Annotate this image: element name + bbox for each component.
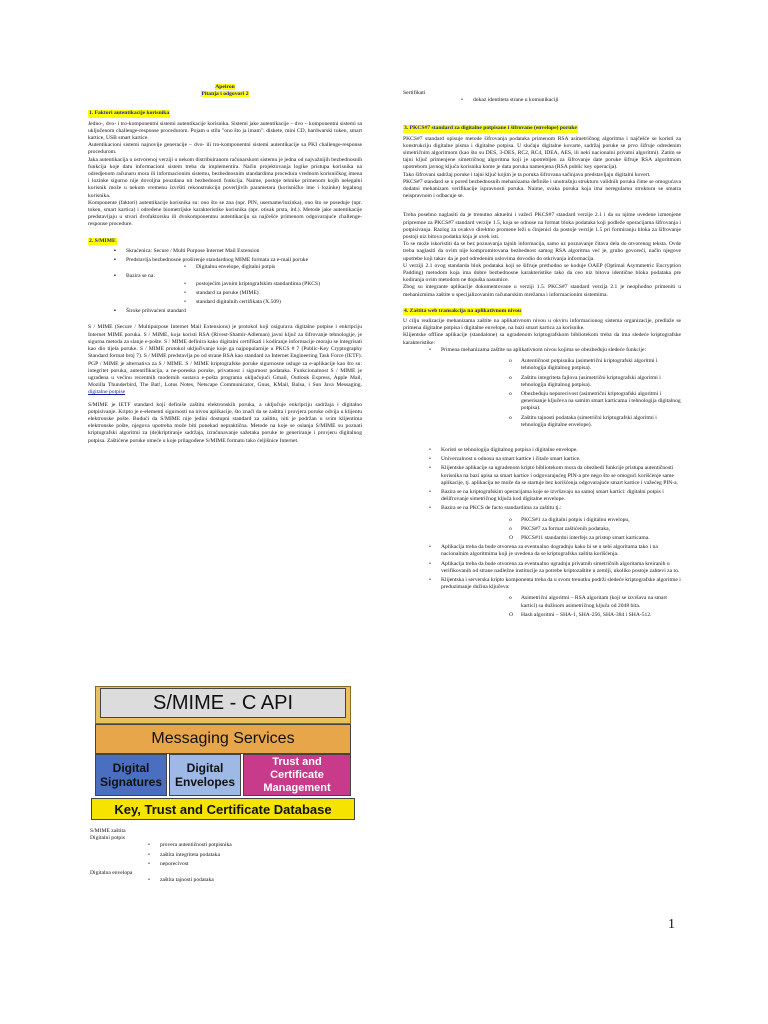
list-item: • Koristi se tehnologija digitalnog potpisa i digitalne envelope.	[429, 446, 578, 453]
circle-bullet-icon: O	[509, 611, 514, 618]
dot-bullet-icon: •	[184, 289, 186, 296]
section-1-paragraph: Komponente (faktori) autentikacije korisnika su: ono što se zna (npr. PIN, username/lozinka), ono što se poseduje (npr. token, smart kartica) i određene biometrijske karakteristike korisnika (npr. otisak prsta, itd.). Metode jake autentikacije predstavljaju u stvari dvofaktorsku ili dvokomponentnu autentikaciju sa najčešće primenom odgovarajuće challenge-response procedure.	[88, 199, 362, 228]
list-item: • Bazira se na PKCS de facto standardima za zaštitu tj.: o PKCS#1 za digitalni potpis i digitalnu envelopu, o PKCS#7 za format zaštićenih podataka, O PKCS#11 standardni interfejs za pristup smart karticama.	[403, 505, 681, 542]
dot-bullet-icon: •	[429, 505, 431, 512]
section-3-paragraph: To se može iskoristiti da se bez poznavanja tajnih informacija, samo uz poznavanje čitava dela do otvorenog teksta. Ovde treba naglasiti da ovim nije kompromitovana bezbednost samog RSA algoritma već je, grubo govoreći, način njegove upotrebe koji takav da je pod odredenim uslovima dovodio do otkrivanja informacija.	[403, 241, 681, 262]
sub-list-item: • postojećim javnim kriptografskim standardima (PKCS)	[184, 280, 320, 287]
sub-list-item: • dokaz identiteta strane u komunikaciji	[461, 97, 559, 104]
circle-bullet-icon: o	[509, 374, 512, 381]
sub-list-item: o PKCS#1 za digitalni potpis i digitalnu envelopu,	[509, 516, 630, 523]
sub-list-item: • standard digitalnih certifikata (X.509)	[184, 299, 281, 306]
digital-signature-link[interactable]: digitalne potpise	[88, 389, 126, 396]
dot-bullet-icon: •	[461, 97, 463, 104]
dot-bullet-icon: •	[184, 280, 186, 287]
section-4-paragraph: U cilju realizacije mehanizama zaštite na aplikativnom nivou u okviru informacionog sistema organizacije, predlaže se primena digitalne potpisa i digitalne envelope, na bazi smart kartica za korisnike.	[403, 318, 681, 332]
section-1-paragraph: Jaka autentikacija u ostvorenoj verziji u nekom distribuiranom računarskom sistemu je jedna od najvažnijih bezbednosnih funkcija koje datu informacioni sistem treba da implementira. Način projektovanja logike pristupa korisnika na odredjenom računaru mora ili informacionim sistemu, bezbednosnim standardima procedura vrednom korisničkog imena i lozinke sigurno nije dovoljna pouzdana nit bezbednosti funkcija. Naime, postoje tehnike primenom kojih nelegalni korisnik može u nekom vremenu izvršiti rekonstrukciju poverljivih parametara (korisničko ime i lozinke) legalnog korisnika.	[88, 156, 362, 199]
sub-list-item: • zaštita tajnosti podataka	[148, 877, 214, 884]
dot-bullet-icon: •	[148, 842, 150, 849]
section-4-paragraph: Klijentske offline aplikacije (standalone) sa ugradenom kriptografskom bibliotekom treba da ima sledeće kriptografske karakteristike:	[403, 332, 681, 346]
page-number: 1	[668, 917, 675, 932]
section-3-paragraph: Zbog su integrante aplikacije dokumentovane u verziji 1.5. PKCS#7 standard verzija 2.1 je neophodno primeniti u mehanizmima zaštite u specijalizovanim računarskim mrežama i informacionim sistemima.	[403, 284, 681, 298]
circle-bullet-icon: o	[509, 358, 512, 365]
square-bullet-icon: ▪	[114, 257, 116, 264]
messaging-services-box: Messaging Services	[95, 724, 351, 754]
section-2-paragraph: S/MIME je IETF standard koji definiše zaštitu elektronskih poruka, a uključuje enkripciju sadržaja i digitalno potpisivanje. Kripto je e-elementi sigurnosti na nivou aplikacije, što znači da se zaštita i provjera poruke odvija u klijentu elektronske pošte. Budući da S/MIME nije jedini dostupni standard za zaštitu, niti je podržan u svim klijentima elektronske pošte, njegova upotreba može biti ponekad nepraktična. Metode na koje se oslanja S/MIME su poznati kriptografski algoritmi za (de)kriptiranje sadržaja, izračunavanje sažetaka poruke te generiranje i provjeru digitalnog potpisa. Zaštićene poruke umeće u koje prilagođene S/MIME formatu tako ćeljišnice Internet.	[88, 401, 362, 444]
sub-list-item: • provera autentičnosti potpisnika	[148, 842, 232, 849]
square-bullet-icon: ▪	[114, 273, 116, 280]
sub-list-item: o Obezbeđuju neporecivost (asimetrični kriptografski algoritmi i generisanje ključeva na samim smart karticama i tehnologija digitalnog potpisa).	[509, 390, 681, 412]
sub-list-item: • Digitalnu envelope, digitalni potpis	[184, 264, 276, 271]
sub-list-item: o Asimetrični algoritmi – RSA algoritam (koji se izvršava na smart kartici) sa dužinom asimetričnog ključa od 2048 bita.	[509, 595, 667, 609]
smime-architecture-diagram	[91, 684, 356, 818]
dot-bullet-icon: •	[148, 851, 150, 858]
title-line-2: Pitanja i odgovori 2	[201, 91, 249, 98]
section-2-paragraph: S / MIME (Secure / Multipurpose Internet Mail Extensions) je protokol koji osigurava digitalne potpise i enkripciju Internet MIME poruka. S / MIME, koja koristi RSA (Rivest-Shamir-Adleman) javni ključ za šifrovanje tehnologije, je sigurna metoda za slanje e-pošte. S / MIME definira kako digitalni certifikati i kodiranje informacije moraju se integrisati kao dio tijela poruke. S / MIME protokol uključivanje koje ga najpopularnije u PKCS # 7 (Public-Key Cryptography Standard format broj 7). S / MIME predstavlja po od strane RSA kao standard za Internet Engineering Task Force (IETF). PGP / MIME je alternativa za S / MIME. S / MIME kriptografske poruke sigurnosne usluge za e-aplikacije kao što su: integritet poruka, autentifikacija, a ne-poreska poruke, privatnost i sigurnost podataka. Funkcionalnost S / MIME je ugrađena u većinu recentnih modernih sustava e-pošta programa uključujući Gmail, Outlook Express, Apple Mail, Mozilla Thunderbird, The Bat!, Lotus Notes, Netscape Communicator, Gnus, KMail, Balsa, i Sun Java Messaging. digitalne potpise	[88, 324, 362, 396]
list-item: • Bazira se na kriptografskim operacijama koje se izvršavaju na samoj smart kartici: digitalni potpis i dešifrovanje simetričnog ključa kod digitalne envelope.	[429, 488, 664, 503]
square-bullet-icon: ▪	[114, 247, 116, 254]
section-3-paragraph: Tako šifrovani sadržaj poruke i tajni ključ kojim je ta poruka šifrovana sačinjava predstavljaju digitalni kovert.	[403, 171, 651, 178]
dot-bullet-icon: •	[429, 446, 431, 453]
sub-list-item: o PKCS#7 za format zaštićenih podataka,	[509, 525, 611, 532]
section-1-paragraph: Autentikacioni sistemi najnovije generacije – dvo- ili tro-komponentni sistemi autentikacije sa PKI challenge-response procedurom.	[88, 142, 362, 156]
circle-bullet-icon: o	[509, 595, 512, 602]
list-item: ▪ Široke prihvaćeni standard	[114, 308, 186, 315]
sub-list-item: • neporecivost	[148, 860, 189, 867]
section-3-paragraph: U verziji 2.1 ovog standarda blok podataka koji se šifruje prethodno se koduje OAEP (Optimal Asymmetric Encryption Padding) metodom koja ima dobre bezbednosne karakteristike tako da ceo niz bitova identične bloka podataka pre kodiranja ovim metodom ne dopušta nasumice.	[403, 262, 681, 284]
dot-bullet-icon: •	[429, 488, 431, 495]
dot-bullet-icon: •	[184, 264, 186, 271]
trust-certificate-management-box: Trust and Certificate Management	[243, 754, 351, 796]
dot-bullet-icon: •	[429, 544, 431, 551]
circle-bullet-icon: o	[509, 390, 512, 397]
dot-bullet-icon: •	[148, 877, 150, 884]
circle-bullet-icon: o	[509, 516, 512, 523]
dot-bullet-icon: •	[429, 560, 431, 567]
sub-list-item: O Hash algoritmi – SHA-1, SHA-256, SHA-384 i SHA-512.	[509, 611, 652, 618]
section-3-paragraph: Treba posebno naglasiti da je trenutno aktuelni i važeći PKCS#7 standard verzije 2.1 i da su njime uvedene izmenjene pripremne za PKCS#7 standard verzije 1.5, koja se odnose na format bloka podataka koji podleže operacijama šifrovanja i potpisivanja. Razlog za ovakvo direktno promene leži u činjenici da postoje verzije 1.5 pri formiranju bloka za šifrovanje postoji niz bitova podatka koja je uvek isti.	[403, 212, 681, 241]
sub-list-item: O PKCS#11 standardni interfejs za pristup smart karticama.	[509, 534, 650, 541]
section-2-heading: 2. S/MIME	[89, 237, 116, 244]
list-item: ▪ Skraćenica: Secure / Multi Purpose Internet Mail Extension	[114, 247, 260, 254]
section-3-paragraph: PKCS#7 standard se u pored bezbednosnih mehanizama definiše i unutrašnju strukturu validnih poruka čime se omogućava dodatni mehanizam verifikacije ispravnosti poruka. Naime, svaka poruka koja ima neregularnu strukturu se smatra neispravnom i odbacuje se.	[403, 178, 681, 200]
circle-bullet-icon: O	[509, 534, 514, 541]
section-1-heading: 1. Faktori autentikacije korisnika	[89, 110, 170, 117]
dot-bullet-icon: •	[429, 576, 431, 583]
smime-protection-block	[90, 828, 360, 886]
square-bullet-icon: ▪	[114, 308, 116, 315]
list-item: • Univerzalnost u odnosu na smart kartice i čitače smart kartice.	[429, 456, 581, 463]
smime-c-api-box: S/MIME - C API	[100, 688, 346, 718]
sub-list-item: • zaštita integriteta podataka	[148, 851, 220, 858]
circle-bullet-icon: o	[509, 525, 512, 532]
list-item: • Primena mehanizama zaštite na aplikativnom nivou kojima se obezbeđuju sledeće funkcije: o Autentičnost potpisnika (asimetrični kriptografski algoritmi i tehnologija digitalnog potpisa). o Zaštitu integriteta fajlova (asimetrični kriptografski algoritmi i tehnologija digitalnog potpisa). o Obezbeđuju neporecivost (asimetrični kriptografski algoritmi i generisanje ključeva na samim smart karticama i tehnologija digitalnog potpisa). o Zaštitu tajnosti podataka (simetrični kriptografski algoritmi i tehnologija digitalne envelope).	[429, 346, 681, 428]
section-4-heading: 4. Zaštita web transakcija na aplikativnom nivou	[404, 307, 522, 314]
smime-protection-title: S/MIME zaštita	[90, 828, 126, 834]
title-line-1: Apeiron	[215, 84, 235, 90]
sub-list-item: o Zaštitu integriteta fajlova (asimetrični kriptografski algoritmi i tehnologija digitalnog potpisa).	[509, 374, 661, 388]
list-item: • Klijentska i serverska kripto komponenta treba da u svom trenutku podrži sledeće kriptografske algoritme i preduzimanje dužina ključeva: o Asimetrični algoritmi – RSA algoritam (koji se izvršava na smart kartici) sa dužinom asimetričnog ključa od 2048 bita. O Hash algoritmi – SHA-1, SHA-256, SHA-384 i SHA-512.	[429, 576, 681, 618]
dot-bullet-icon: •	[184, 299, 186, 306]
circle-bullet-icon: o	[509, 414, 512, 421]
sub-list-item: • standard za poruke (MIME)	[184, 289, 259, 296]
dot-bullet-icon: •	[429, 465, 431, 472]
section-1-paragraph: Jedno-, dvo- i tro-komponentni sistemi autentikacije korisnika. Sistemi jake autentikacije – dvo – komponentni sistemi sa uključenom challenge-response procedurom. Pojam u stilu "ono što ja imam": diskete, mini CD, hardwarski token, smart kartice, USB smart kartice.	[88, 120, 362, 142]
section-3-heading: 3. PKCS#7 standard za digitalne potpisane i šifrovane (envelope) poruke	[404, 125, 578, 132]
key-trust-certificate-database-box: Key, Trust and Certificate Database	[91, 798, 355, 820]
list-item: ▪ Bazira se na: • postojećim javnim kriptografskim standardima (PKCS) • standard za poruke (MIME) • standard digitalnih certifikata (X.509)	[88, 273, 362, 306]
digital-envelopes-box: Digital Envelopes	[169, 754, 241, 796]
digital-signature-label: Digitalni potpis	[90, 835, 125, 842]
section-2-list	[88, 248, 362, 316]
section-3-paragraph: PKCS#7 standard opisuje metode šifrovanja podataka primenom RSA asimetričnog algoritma i najčešće se koristi za konstrukciju digitalne pisma i digitalne potpisa. U slučaju digitalne kovarte, sadržaj poruke se prvo šifruje odredenim simetričnim algoritmom (kao što su DES, 3-DES, RC2, RC4, IDEA, AES, ili neki nacionalni privatni algoritmi). Zatim se tajni ključ primenjene simetričnog algoritma koji je upotrebljen za šifrovanje date poruke šifruje RSA algoritmom upotrebom javnog ključa korisnika kome je data poruka namenjena (RSA public key operacija).	[403, 135, 681, 171]
digital-signatures-box: Digital Signatures	[95, 754, 167, 796]
list-item: • Aplikacija treba da bude otvorena za eventualno dogradnju kako bi se u sebi algoritama tako i na nacionalnim algoritmima koji je uvedena da se kriptografska zaštita korišćenja.	[429, 544, 658, 558]
digital-envelope-label: Digitalna envelopa	[90, 870, 133, 877]
left-column	[88, 84, 362, 450]
certificates-label: Sertifikati	[403, 90, 426, 96]
sub-list-item: o Zaštitu tajnosti podataka (simetrični kriptografski algoritmi i tehnologija digitalne envelope).	[509, 414, 657, 428]
list-item: ▪ Predstavlja bezbednosne proširenje standardnog MIME formata za e-mail poruke • Digitalnu envelope, digitalni potpis	[88, 257, 362, 271]
sub-list-item: o Autentičnost potpisnika (asimetrični kriptografski algoritmi i tehnologija digitalnog potpisa).	[509, 358, 658, 372]
list-item: • Klijentske aplikacije sa ugradenom kripto bibliotekom mora da obezbedi funkcije pristupa autentičnosti korisnika na bazi upisa sa smart kartice i odgovarajućeg PIN-a pre nego što se omogući korišćenje same aplikacije, tj. aplikacija ne može da se startuje bez korišćenja odgovarajuće smart kartice i važećeg PIN-a.	[429, 465, 679, 486]
list-item: • Aplikacija treba da bude otvorena za eventualno ugradnju privatnih simetričnih algoritama kreiranih u verifikovanih od strane nadležne institucije za potrebe kriptozaštite u zemlji, ukoliko postoje zahtevi za to.	[429, 560, 680, 574]
dot-bullet-icon: •	[148, 860, 150, 867]
dot-bullet-icon: •	[429, 456, 431, 463]
dot-bullet-icon: •	[429, 346, 431, 353]
document-title	[88, 84, 362, 98]
right-column	[403, 90, 681, 622]
